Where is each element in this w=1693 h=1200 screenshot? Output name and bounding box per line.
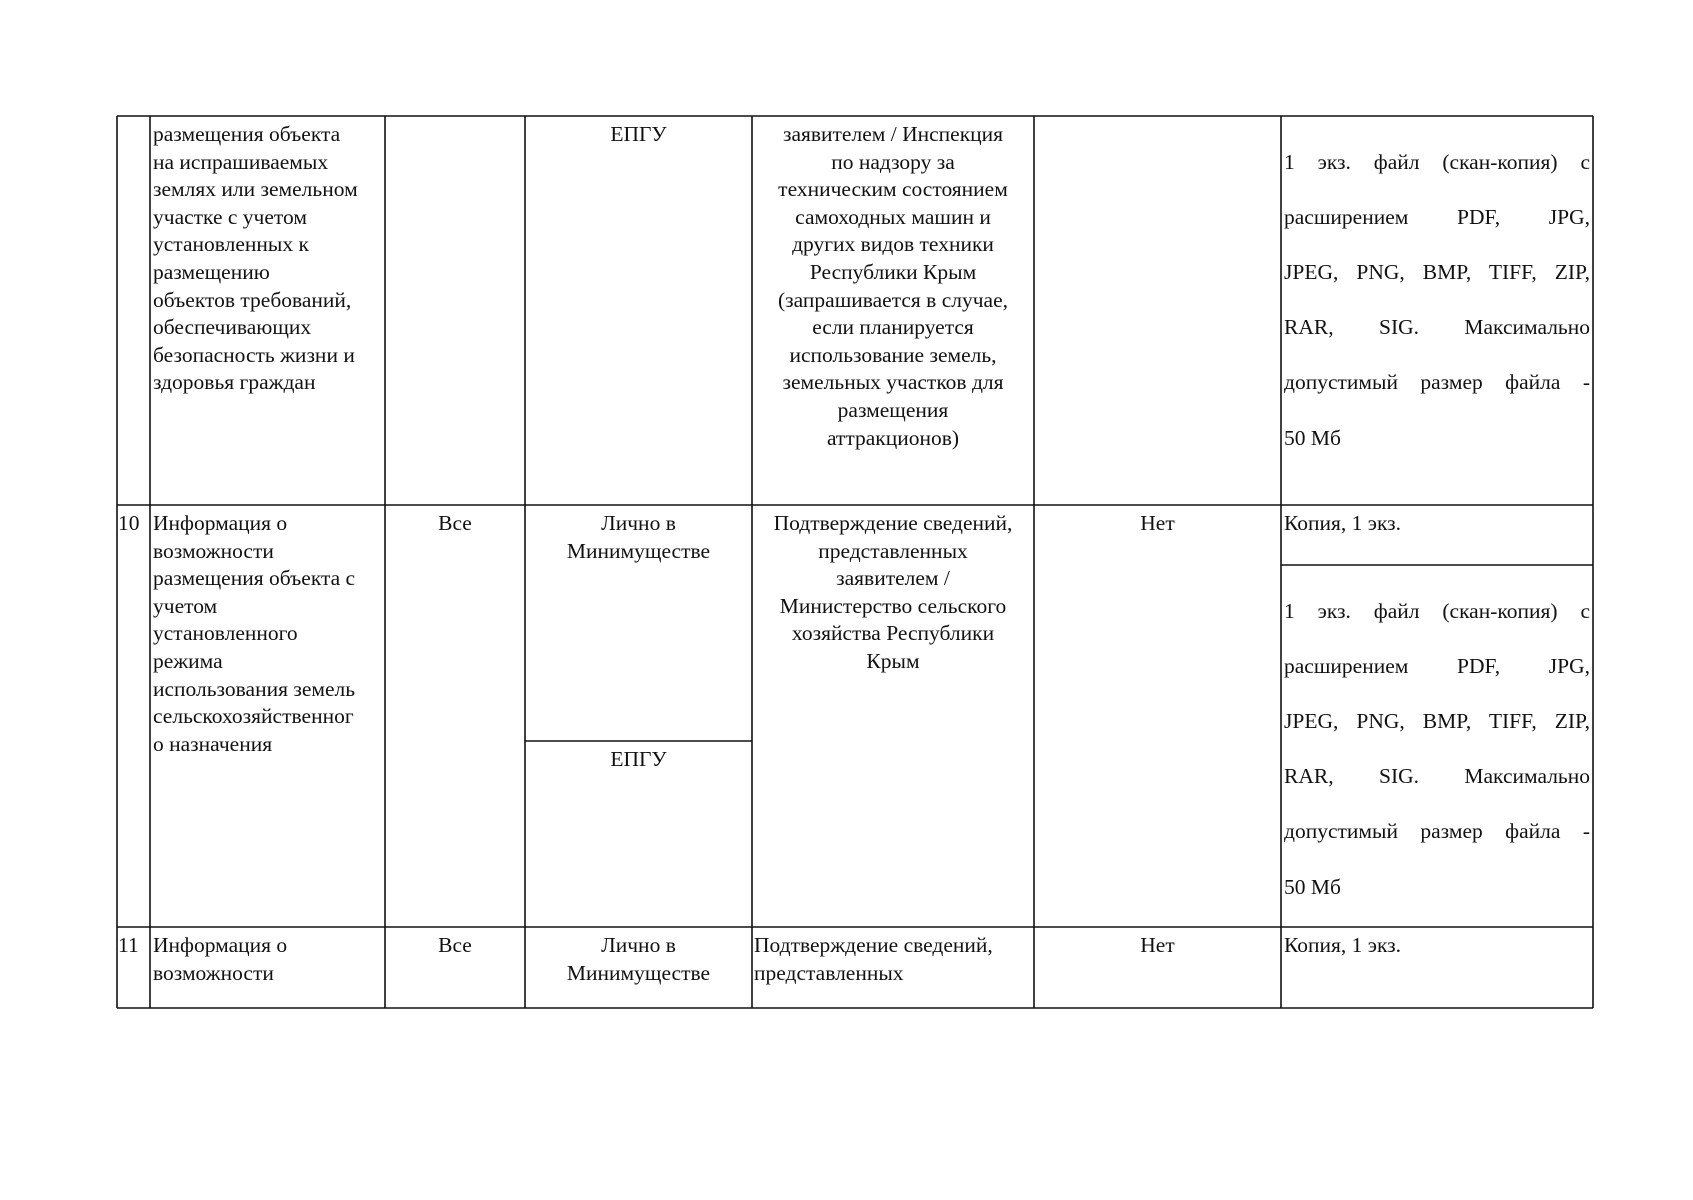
- applicant-category: Все: [438, 933, 472, 957]
- document-form: Копия, 1 экз.: [1284, 511, 1402, 535]
- applicant-category: Все: [438, 511, 472, 535]
- required-flag: Нет: [1140, 511, 1175, 535]
- document-purpose: Подтверждение сведений, представленных заявителем / Министерство сельского хозяйства Республики Крым: [773, 511, 1013, 673]
- submission-channel: Лично в Минимуществе: [566, 933, 711, 985]
- document-form-electronic: 1 экз. файл (скан-копия) с расширением PDF, JPG, JPEG, PNG, BMP, TIFF, ZIP, RAR, SIG. Максимально допустимый размер файла - 50 Мб: [1284, 598, 1590, 899]
- document-name: размещения объекта на испрашиваемых землях или земельном участке с учетом установленных к размещению объектов требований, обеспечивающих безопасность жизни и здоровья граждан: [153, 122, 358, 395]
- submission-channel: ЕПГУ: [610, 122, 667, 146]
- document-purpose: Подтверждение сведений, представленных: [754, 933, 993, 985]
- document-form: Копия, 1 экз.: [1284, 933, 1402, 957]
- submission-channel: Лично в Минимуществе: [566, 511, 711, 563]
- document-name: Информация о возможности: [153, 933, 288, 985]
- submission-channel: ЕПГУ: [610, 747, 667, 771]
- document-form: 1 экз. файл (скан-копия) с расширением PDF, JPG, JPEG, PNG, BMP, TIFF, ZIP, RAR, SIG. Максимально допустимый размер файла - 50 Мб: [1284, 149, 1590, 450]
- document-purpose: заявителем / Инспекция по надзору за техническим состоянием самоходных машин и других видов техники Республики Крым (запрашивается в случае, если планируется использование земель, земельных участков для размещения аттракционов): [777, 122, 1008, 450]
- row-number: 10: [118, 511, 140, 535]
- required-flag: Нет: [1140, 933, 1175, 957]
- document-name: Информация о возможности размещения объекта с учетом установленного режима использования земель сельскохозяйственног о назначения: [153, 511, 356, 756]
- row-number: 11: [118, 933, 139, 957]
